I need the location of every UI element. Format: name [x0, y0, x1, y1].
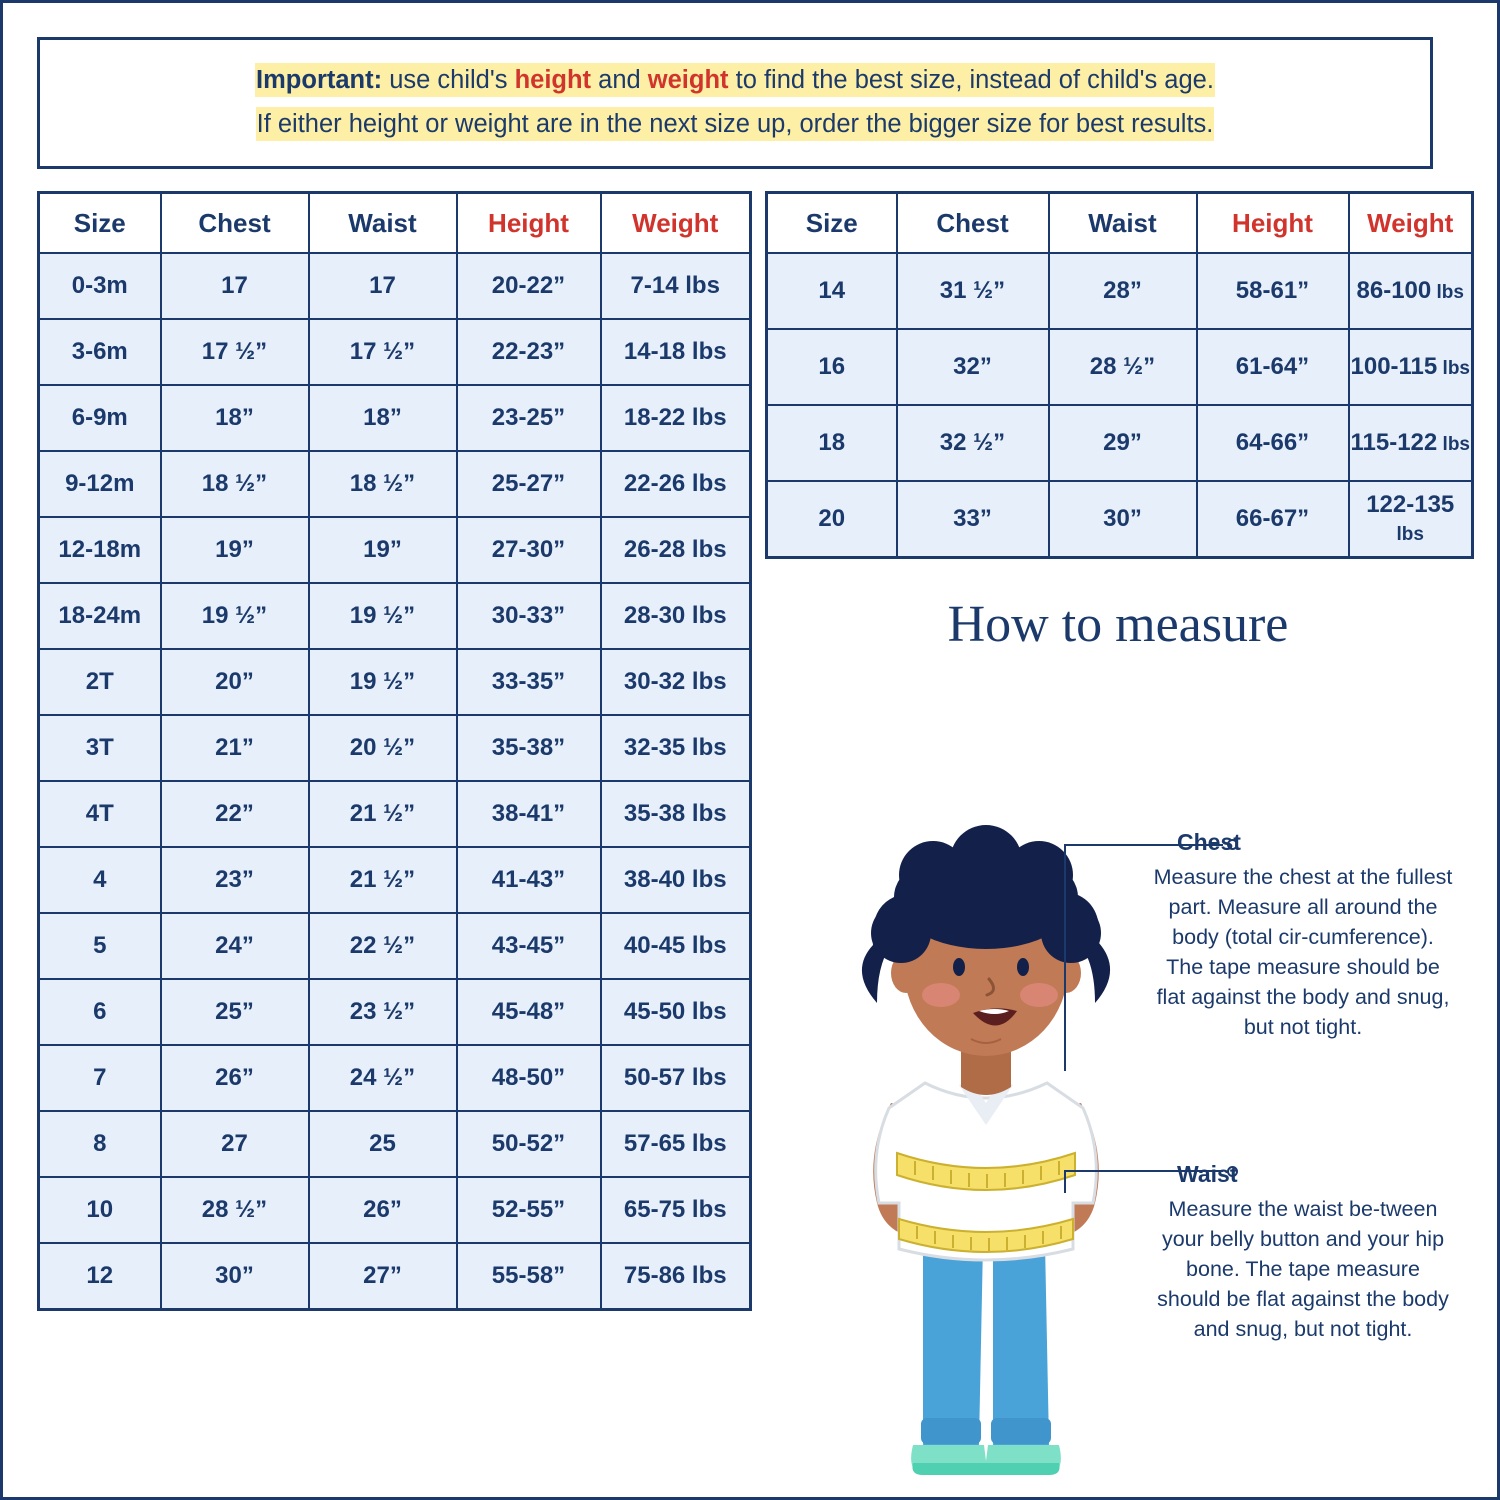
table-cell: 61-64” — [1197, 329, 1349, 405]
notice-line-1 — [50, 58, 1420, 102]
table-row — [767, 253, 1473, 329]
table-cell: 19 ½” — [161, 583, 309, 649]
table-cell: 7-14 lbs — [601, 253, 751, 319]
table-cell: 18-24m — [39, 583, 161, 649]
table-cell: 57-65 lbs — [601, 1111, 751, 1177]
table-cell: 35-38” — [457, 715, 601, 781]
col-header-size: Size — [767, 193, 897, 254]
table-cell: 14-18 lbs — [601, 319, 751, 385]
table-cell: 23-25” — [457, 385, 601, 451]
table-cell: 20” — [161, 649, 309, 715]
table-cell: 43-45” — [457, 913, 601, 979]
notice-text-a: use child's — [382, 66, 515, 94]
table-cell: 28 ½” — [1049, 329, 1197, 405]
table-cell: 27-30” — [457, 517, 601, 583]
table-cell: 21 ½” — [309, 781, 457, 847]
table-cell: 40-45 lbs — [601, 913, 751, 979]
table-row — [39, 979, 751, 1045]
table-cell-weight — [1349, 405, 1473, 481]
notice-important-label: Important: — [256, 66, 383, 94]
table-cell: 35-38 lbs — [601, 781, 751, 847]
callout-waist — [1153, 1161, 1453, 1344]
col-header-waist: Waist — [309, 193, 457, 254]
table-header-row — [39, 193, 751, 254]
col-header-height: Height — [457, 193, 601, 254]
table-cell: 19” — [309, 517, 457, 583]
weight-value: 122-135 — [1366, 491, 1455, 518]
table-cell: 29” — [1049, 405, 1197, 481]
table-cell: 23 ½” — [309, 979, 457, 1045]
table-cell: 17 ½” — [309, 319, 457, 385]
col-header-chest: Chest — [897, 193, 1049, 254]
table-row — [39, 1045, 751, 1111]
table-cell: 27” — [309, 1243, 457, 1310]
table-row — [39, 583, 751, 649]
callout-waist-title: Waist — [1177, 1161, 1238, 1187]
weight-value: 115-122 — [1350, 429, 1438, 456]
table-cell: 20-22” — [457, 253, 601, 319]
table-cell: 50-57 lbs — [601, 1045, 751, 1111]
table-row — [39, 715, 751, 781]
table-cell: 50-52” — [457, 1111, 601, 1177]
table-cell-weight — [1349, 329, 1473, 405]
table-cell: 20 — [767, 481, 897, 558]
table-cell: 30-33” — [457, 583, 601, 649]
table-cell: 31 ½” — [897, 253, 1049, 329]
table-cell: 18” — [309, 385, 457, 451]
col-header-chest: Chest — [161, 193, 309, 254]
table-cell: 45-48” — [457, 979, 601, 1045]
table-cell: 22 ½” — [309, 913, 457, 979]
col-header-waist: Waist — [1049, 193, 1197, 254]
table-row — [39, 781, 751, 847]
table-cell: 26-28 lbs — [601, 517, 751, 583]
table-cell: 28” — [1049, 253, 1197, 329]
table-cell: 18 ½” — [161, 451, 309, 517]
important-notice — [37, 37, 1433, 169]
table-cell: 24” — [161, 913, 309, 979]
table-row — [39, 451, 751, 517]
table-row — [39, 1243, 751, 1310]
table-cell: 66-67” — [1197, 481, 1349, 558]
weight-unit: lbs — [1437, 358, 1470, 379]
table-cell: 3-6m — [39, 319, 161, 385]
table-cell: 12 — [39, 1243, 161, 1310]
table-cell: 20 ½” — [309, 715, 457, 781]
callout-chest-title: Chest — [1177, 829, 1241, 855]
table-cell: 75-86 lbs — [601, 1243, 751, 1310]
table-row — [767, 405, 1473, 481]
col-header-weight: Weight — [601, 193, 751, 254]
table-cell: 14 — [767, 253, 897, 329]
table-header-row — [767, 193, 1473, 254]
table-cell: 33” — [897, 481, 1049, 558]
table-cell: 23” — [161, 847, 309, 913]
weight-unit: lbs — [1396, 524, 1424, 545]
table-cell: 8 — [39, 1111, 161, 1177]
table-cell: 6 — [39, 979, 161, 1045]
table-cell: 10 — [39, 1177, 161, 1243]
table-cell-weight — [1349, 481, 1473, 558]
table-cell: 16 — [767, 329, 897, 405]
table-cell: 22” — [161, 781, 309, 847]
notice-weight-word: weight — [647, 66, 729, 94]
table-cell: 48-50” — [457, 1045, 601, 1111]
table-cell: 30” — [161, 1243, 309, 1310]
table-cell: 9-12m — [39, 451, 161, 517]
table-cell: 26” — [161, 1045, 309, 1111]
table-cell: 33-35” — [457, 649, 601, 715]
notice-text-b: and — [591, 66, 648, 94]
table-row — [39, 517, 751, 583]
table-cell: 19 ½” — [309, 583, 457, 649]
table-row — [39, 913, 751, 979]
table-row — [39, 847, 751, 913]
size-table-infant-to-12 — [37, 191, 752, 1311]
table-row — [39, 253, 751, 319]
table-cell: 19” — [161, 517, 309, 583]
table-cell: 30-32 lbs — [601, 649, 751, 715]
table-cell: 18” — [161, 385, 309, 451]
callout-chest-text: Measure the chest at the fullest part. Measure all around the body (total cir-cumference). The tape measure should be flat against the body and snug, but not tight. — [1153, 865, 1453, 1039]
how-to-measure-title: How to measure — [947, 596, 1289, 653]
table-cell: 24 ½” — [309, 1045, 457, 1111]
table-cell: 6-9m — [39, 385, 161, 451]
table-cell: 17 ½” — [161, 319, 309, 385]
table-cell: 58-61” — [1197, 253, 1349, 329]
table-cell: 45-50 lbs — [601, 979, 751, 1045]
table-cell: 3T — [39, 715, 161, 781]
table-cell: 21” — [161, 715, 309, 781]
table-cell: 4T — [39, 781, 161, 847]
child-illustration — [773, 683, 1193, 1483]
weight-value: 86-100 — [1356, 277, 1432, 304]
table-row — [39, 649, 751, 715]
col-header-height: Height — [1197, 193, 1349, 254]
table-cell: 2T — [39, 649, 161, 715]
table-row — [39, 1177, 751, 1243]
table-cell: 27 — [161, 1111, 309, 1177]
table-cell: 18-22 lbs — [601, 385, 751, 451]
callout-waist-text: Measure the waist be-tween your belly button and your hip bone. The tape measure should be flat against the body and snug, but not tight. — [1157, 1197, 1449, 1341]
table-cell: 5 — [39, 913, 161, 979]
weight-unit: lbs — [1437, 434, 1470, 455]
table-cell-weight — [1349, 253, 1473, 329]
table-cell: 28-30 lbs — [601, 583, 751, 649]
table-cell: 32 ½” — [897, 405, 1049, 481]
table-cell: 25” — [161, 979, 309, 1045]
table-cell: 55-58” — [457, 1243, 601, 1310]
table-cell: 25 — [309, 1111, 457, 1177]
weight-value: 100-115 — [1350, 353, 1438, 380]
table-row — [767, 481, 1473, 558]
table-cell: 32-35 lbs — [601, 715, 751, 781]
table-cell: 7 — [39, 1045, 161, 1111]
table-cell: 65-75 lbs — [601, 1177, 751, 1243]
table-cell: 25-27” — [457, 451, 601, 517]
table-cell: 26” — [309, 1177, 457, 1243]
table-row — [39, 319, 751, 385]
notice-text-c: to find the best size, instead of child's age. — [728, 66, 1214, 94]
callout-chest — [1153, 829, 1453, 1042]
table-cell: 4 — [39, 847, 161, 913]
table-cell: 64-66” — [1197, 405, 1349, 481]
table-cell: 30” — [1049, 481, 1197, 558]
table-cell: 19 ½” — [309, 649, 457, 715]
weight-unit: lbs — [1431, 282, 1464, 303]
table-cell: 38-41” — [457, 781, 601, 847]
col-header-weight: Weight — [1349, 193, 1473, 254]
table-cell: 18 ½” — [309, 451, 457, 517]
notice-line-2 — [50, 102, 1420, 146]
table-row — [39, 1111, 751, 1177]
table-cell: 18 — [767, 405, 897, 481]
table-cell: 17 — [309, 253, 457, 319]
table-cell: 17 — [161, 253, 309, 319]
table-cell: 28 ½” — [161, 1177, 309, 1243]
table-cell: 21 ½” — [309, 847, 457, 913]
table-cell: 38-40 lbs — [601, 847, 751, 913]
size-table-14-to-20 — [765, 191, 1474, 559]
table-row — [39, 385, 751, 451]
notice-height-word: height — [514, 66, 592, 94]
table-cell: 52-55” — [457, 1177, 601, 1243]
table-cell: 0-3m — [39, 253, 161, 319]
table-cell: 41-43” — [457, 847, 601, 913]
table-cell: 12-18m — [39, 517, 161, 583]
col-header-size: Size — [39, 193, 161, 254]
table-cell: 32” — [897, 329, 1049, 405]
table-row — [767, 329, 1473, 405]
table-cell: 22-26 lbs — [601, 451, 751, 517]
table-cell: 22-23” — [457, 319, 601, 385]
notice-line-2-text: If either height or weight are in the next size up, order the bigger size for best results. — [256, 107, 1215, 141]
